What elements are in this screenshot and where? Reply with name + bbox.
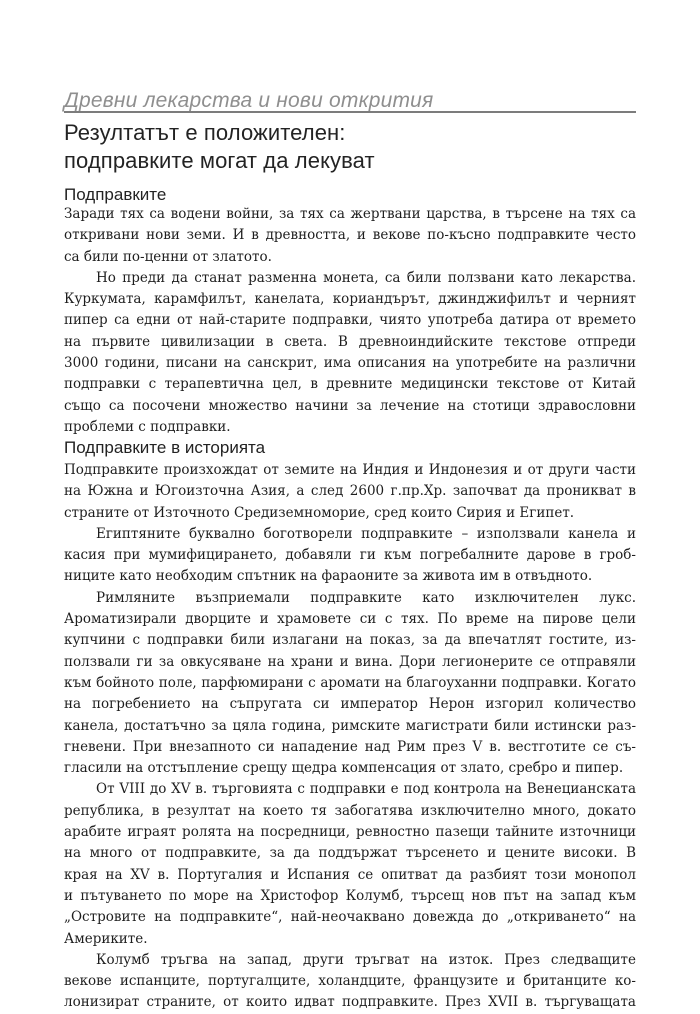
text-line: канела, достатъчно за цяла година, римските магистрати били истински раз- [64, 717, 636, 734]
text-line: пипер са едни от най-старите подправки, чиято употреба датира от времето [64, 312, 636, 329]
text-line: Египтяните буквално боготворели подправките – използвали канела и [96, 525, 636, 542]
text-line: република, в резултат на което тя забогатява изключително много, докато [64, 802, 636, 819]
header-rule [64, 111, 636, 113]
text-line: откривани нови земи. И в древността, и векове по-късно подправките често [64, 227, 636, 244]
text-line: на много от подправките, за да поддържат търсенето и цените високи. В [64, 845, 636, 862]
text-line: Римляните възприемали подправките като изключителен лукс. [96, 589, 636, 606]
text-line: на погребението на съпругата си император Нерон изгорил количество [64, 696, 636, 713]
text-line: Заради тях са водени войни, за тях са жертвани царства, в търсене на тях са [64, 206, 636, 222]
text-line: ниците като необходим спътник на фараоните за живота им в отвъдното. [64, 568, 593, 585]
text-line: към бойното поле, парфюмирани с аромати на благоуханни подправки. Когато [64, 674, 636, 691]
text-line: страните от Източното Средиземноморие, сред които Сирия и Египет. [64, 504, 575, 521]
running-head: Древни лекарства и нови открития [64, 89, 434, 112]
text-line: са били по-ценни от златото. [64, 248, 272, 265]
text-line: гласили на отстъпление срещу щедра компенсация от злато, сребро и пипер. [64, 760, 624, 777]
text-line: 3000 години, писани на санскрит, има описания на употребите на различни [64, 355, 636, 372]
text-line: на Южна и Югоизточна Азия, а след 2600 г.пр.Хр. започват да проникват в [64, 483, 636, 500]
text-line: подправки с терапевтична цел, в древните медицински текстове от Китай [64, 376, 636, 393]
text-line: Куркумата, карамфилът, канелата, кориандърът, джинджифилът и черният [64, 291, 636, 308]
text-line: арабите играят ролята на посредници, ревностно пазещи тайните източници [64, 824, 636, 841]
chapter-title-line: подправките могат да лекуват [64, 148, 375, 173]
text-line: проблеми с подправки. [64, 418, 231, 435]
text-line: купчини с подправки били излагани на показ, за да впечатлят гостите, из- [64, 632, 636, 649]
text-line: също са посочени множество начини за лечение на стотици здравословни [64, 397, 636, 414]
section-body-spices [64, 204, 636, 438]
section-heading-spices: Подправките [64, 185, 167, 204]
text-line: „Островите на подправките“, най-неочаквано довежда до „откриването“ на [64, 909, 636, 926]
text-line: Америките. [64, 930, 148, 947]
text-line: лонизират страните, от които идват подправките. През XVII в. търгуващата [64, 994, 636, 1011]
text-line: гневени. При внезапното си нападение над Рим през V в. вестготите се съ- [64, 738, 636, 755]
text-line: и пътуването по море на Христофор Колумб, търсещ нов път на запад към [64, 887, 636, 904]
text-line: Но преди да станат разменна монета, са били ползвани като лекарства. [96, 269, 636, 286]
text-line: касия при мумифицирането, добавяли ги към погребалните дарове в гроб- [64, 547, 636, 564]
text-line: Ароматизирали дворците и храмовете си с тях. По време на пирове цели [64, 611, 636, 628]
chapter-title-line: Резултатът е положителен: [64, 120, 346, 145]
text-line: векове испанците, португалците, холандците, французите и британците ко- [64, 973, 636, 990]
text-line: Колумб тръгва на запад, други тръгват на изток. През следващите [96, 951, 636, 968]
text-line: на първите цивилизации в света. В древноиндийските текстове отпреди [64, 333, 636, 350]
text-line: края на XV в. Португалия и Испания се опитват да разбият този монопол [64, 866, 636, 883]
text-line: От VIII до XV в. търговията с подправки е под контрола на Венецианската [96, 781, 636, 798]
section-heading-history: Подправките в историята [64, 438, 266, 457]
chapter-title [64, 119, 636, 175]
text-line: Подправките произхождат от земите на Индия и Индонезия и от други части [64, 462, 636, 478]
text-line: ползвали ги за овкусяване на храни и вина. Дори легионерите се отправяли [64, 653, 636, 670]
section-body-history [64, 460, 636, 1014]
